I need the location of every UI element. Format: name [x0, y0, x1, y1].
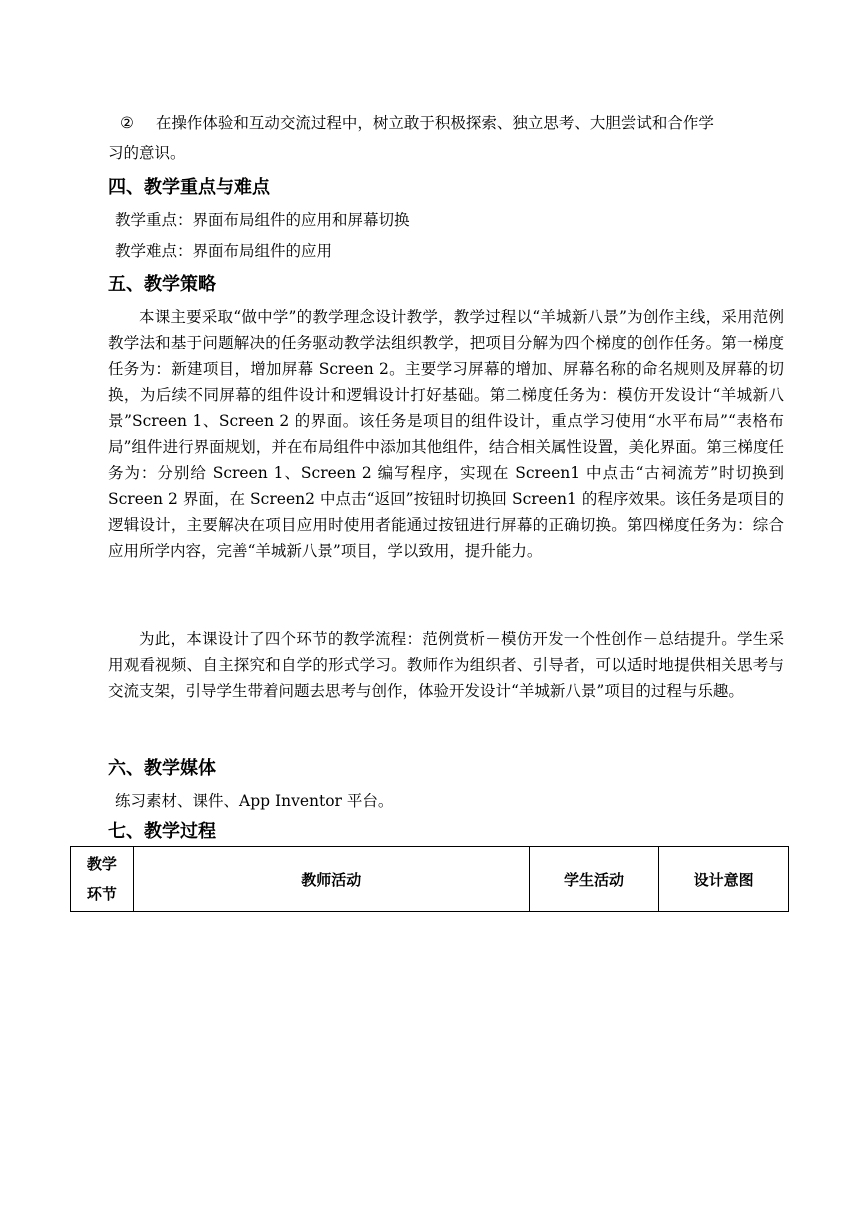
- section6-heading: 六、教学媒体: [108, 758, 216, 779]
- strategy-paragraph-1: 本课主要采取“做中学”的教学理念设计教学，教学过程以“羊城新八景”为创作主线，采用范例教学法和基于问题解决的任务驱动教学法组织教学，把项目分解为四个梯度的创作任务。第一梯度任务为：新建项目，增加屏幕 Screen 2。主要学习屏幕的增加、屏幕名称的命名规则及屏幕的切换，为后续不同屏幕的组件设计和逻辑设计打好基础。第二梯度任务为：模仿开发设计“羊城新八景”Screen 1、Screen 2 的界面。该任务是项目的组件设计，重点学习使用“水平布局”“表格布局”组件进行界面规划，并在布局组件中添加其他组件，结合相关属性设置，美化界面。第三梯度任务为：分别给 Screen 1、Screen 2 编写程序，实现在 Screen1 中点击“古祠流芳”时切换到 Screen 2 界面，在 Screen2 中点击“返回”按钮时切换回 Screen1 的程序效果。该任务是项目的逻辑设计，主要解决在项目应用时使用者能通过按钮进行屏幕的正确切换。第四梯度任务为：综合应用所学内容，完善“羊城新八景”项目，学以致用，提升能力。: [108, 308, 784, 560]
- table-header-row: [71, 847, 789, 912]
- section7-heading: 七、教学过程: [108, 821, 216, 842]
- media-text: 练习素材、课件、App Inventor 平台。: [115, 792, 394, 810]
- goal-item-marker: ②: [120, 114, 134, 132]
- key-point-text: 教学重点：界面布局组件的应用和屏幕切换: [115, 211, 410, 229]
- goal-item-text: 在操作体验和互动交流过程中，树立敢于积极探索、独立思考、大胆尝试和合作学: [155, 114, 714, 132]
- header-student-cell: 学生活动: [529, 847, 659, 912]
- section4-heading: 四、教学重点与难点: [108, 177, 270, 198]
- header-stage-cell: [71, 847, 134, 912]
- header-teacher-cell: 教师活动: [133, 847, 529, 912]
- header-stage-line2: 环节: [86, 885, 117, 903]
- teaching-process-table: [70, 846, 789, 912]
- section5-heading: 五、教学策略: [108, 274, 216, 295]
- header-design-cell: 设计意图: [659, 847, 789, 912]
- goal-item-continuation: 习的意识。: [108, 144, 186, 162]
- goal-item-line: [120, 110, 800, 136]
- difficulty-text: 教学难点：界面布局组件的应用: [115, 242, 333, 260]
- strategy-paragraph-2: 为此，本课设计了四个环节的教学流程：范例赏析－模仿开发一个性创作－总结提升。学生采用观看视频、自主探究和自学的形式学习。教师作为组织者、引导者，可以适时地提供相关思考与交流支架，引导学生带着问题去思考与创作，体验开发设计“羊城新八景”项目的过程与乐趣。: [108, 630, 784, 700]
- header-stage-line1: 教学: [86, 855, 117, 873]
